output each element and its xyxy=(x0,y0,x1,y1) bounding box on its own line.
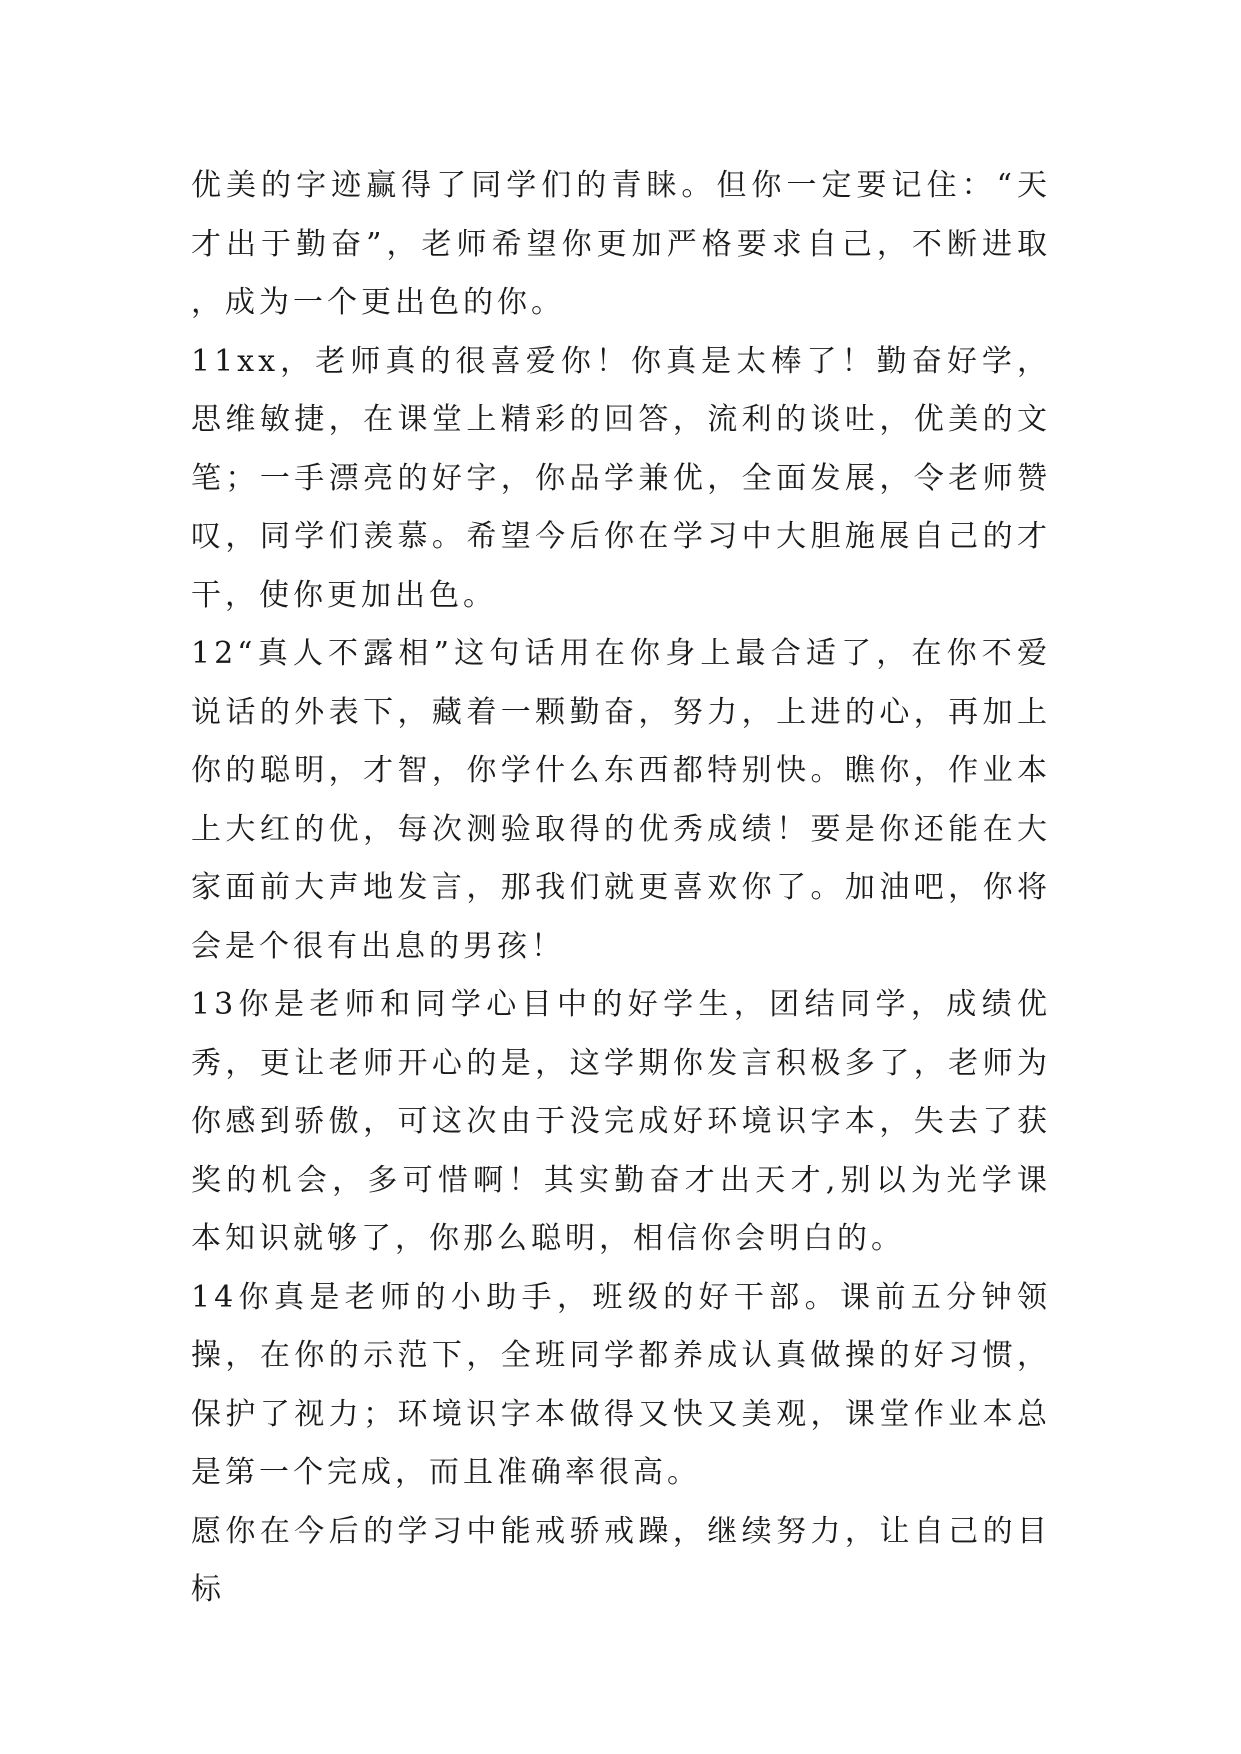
paragraph: 11xx，老师真的很喜爱你！你真是太棒了！勤奋好学，思维敏捷，在课堂上精彩的回答，流利的谈吐，优美的文笔；一手漂亮的好字，你品学兼优，全面发展，令老师赞叹，同学们羡慕。希望今后你在学习中大胆施展自己的才干，使你更加出色。 xyxy=(191,343,1051,613)
paragraph: 优美的字迹赢得了同学们的青睐。但你一定要记住：“天才出于勤奋”，老师希望你更加严格要求自己，不断进取，成为一个更出色的你。 xyxy=(191,168,1051,320)
paragraph: 12“真人不露相”这句话用在你身上最合适了，在你不爱说话的外表下，藏着一颗勤奋，努力，上进的心，再加上你的聪明，才智，你学什么东西都特别快。瞧你，作业本上大红的优，每次测验取得的优秀成绩！要是你还能在大家面前大声地发言，那我们就更喜欢你了。加油吧，你将会是个很有出息的男孩！ xyxy=(191,636,1051,964)
paragraph: 愿你在今后的学习中能戒骄戒躁，继续努力，让自己的目标 xyxy=(191,1513,1051,1607)
paragraph: 14你真是老师的小助手，班级的好干部。课前五分钟领操，在你的示范下，全班同学都养成认真做操的好习惯，保护了视力；环境识字本做得又快又美观，课堂作业本总是第一个完成，而且准确率很高。 xyxy=(191,1279,1051,1490)
paragraph: 13你是老师和同学心目中的好学生，团结同学，成绩优秀，更让老师开心的是，这学期你发言积极多了，老师为你感到骄傲，可这次由于没完成好环境识字本，失去了获奖的机会，多可惜啊！其实勤奋才出天才,别以为光学课本知识就够了，你那么聪明，相信你会明白的。 xyxy=(191,987,1051,1256)
document-body xyxy=(191,157,1051,1620)
